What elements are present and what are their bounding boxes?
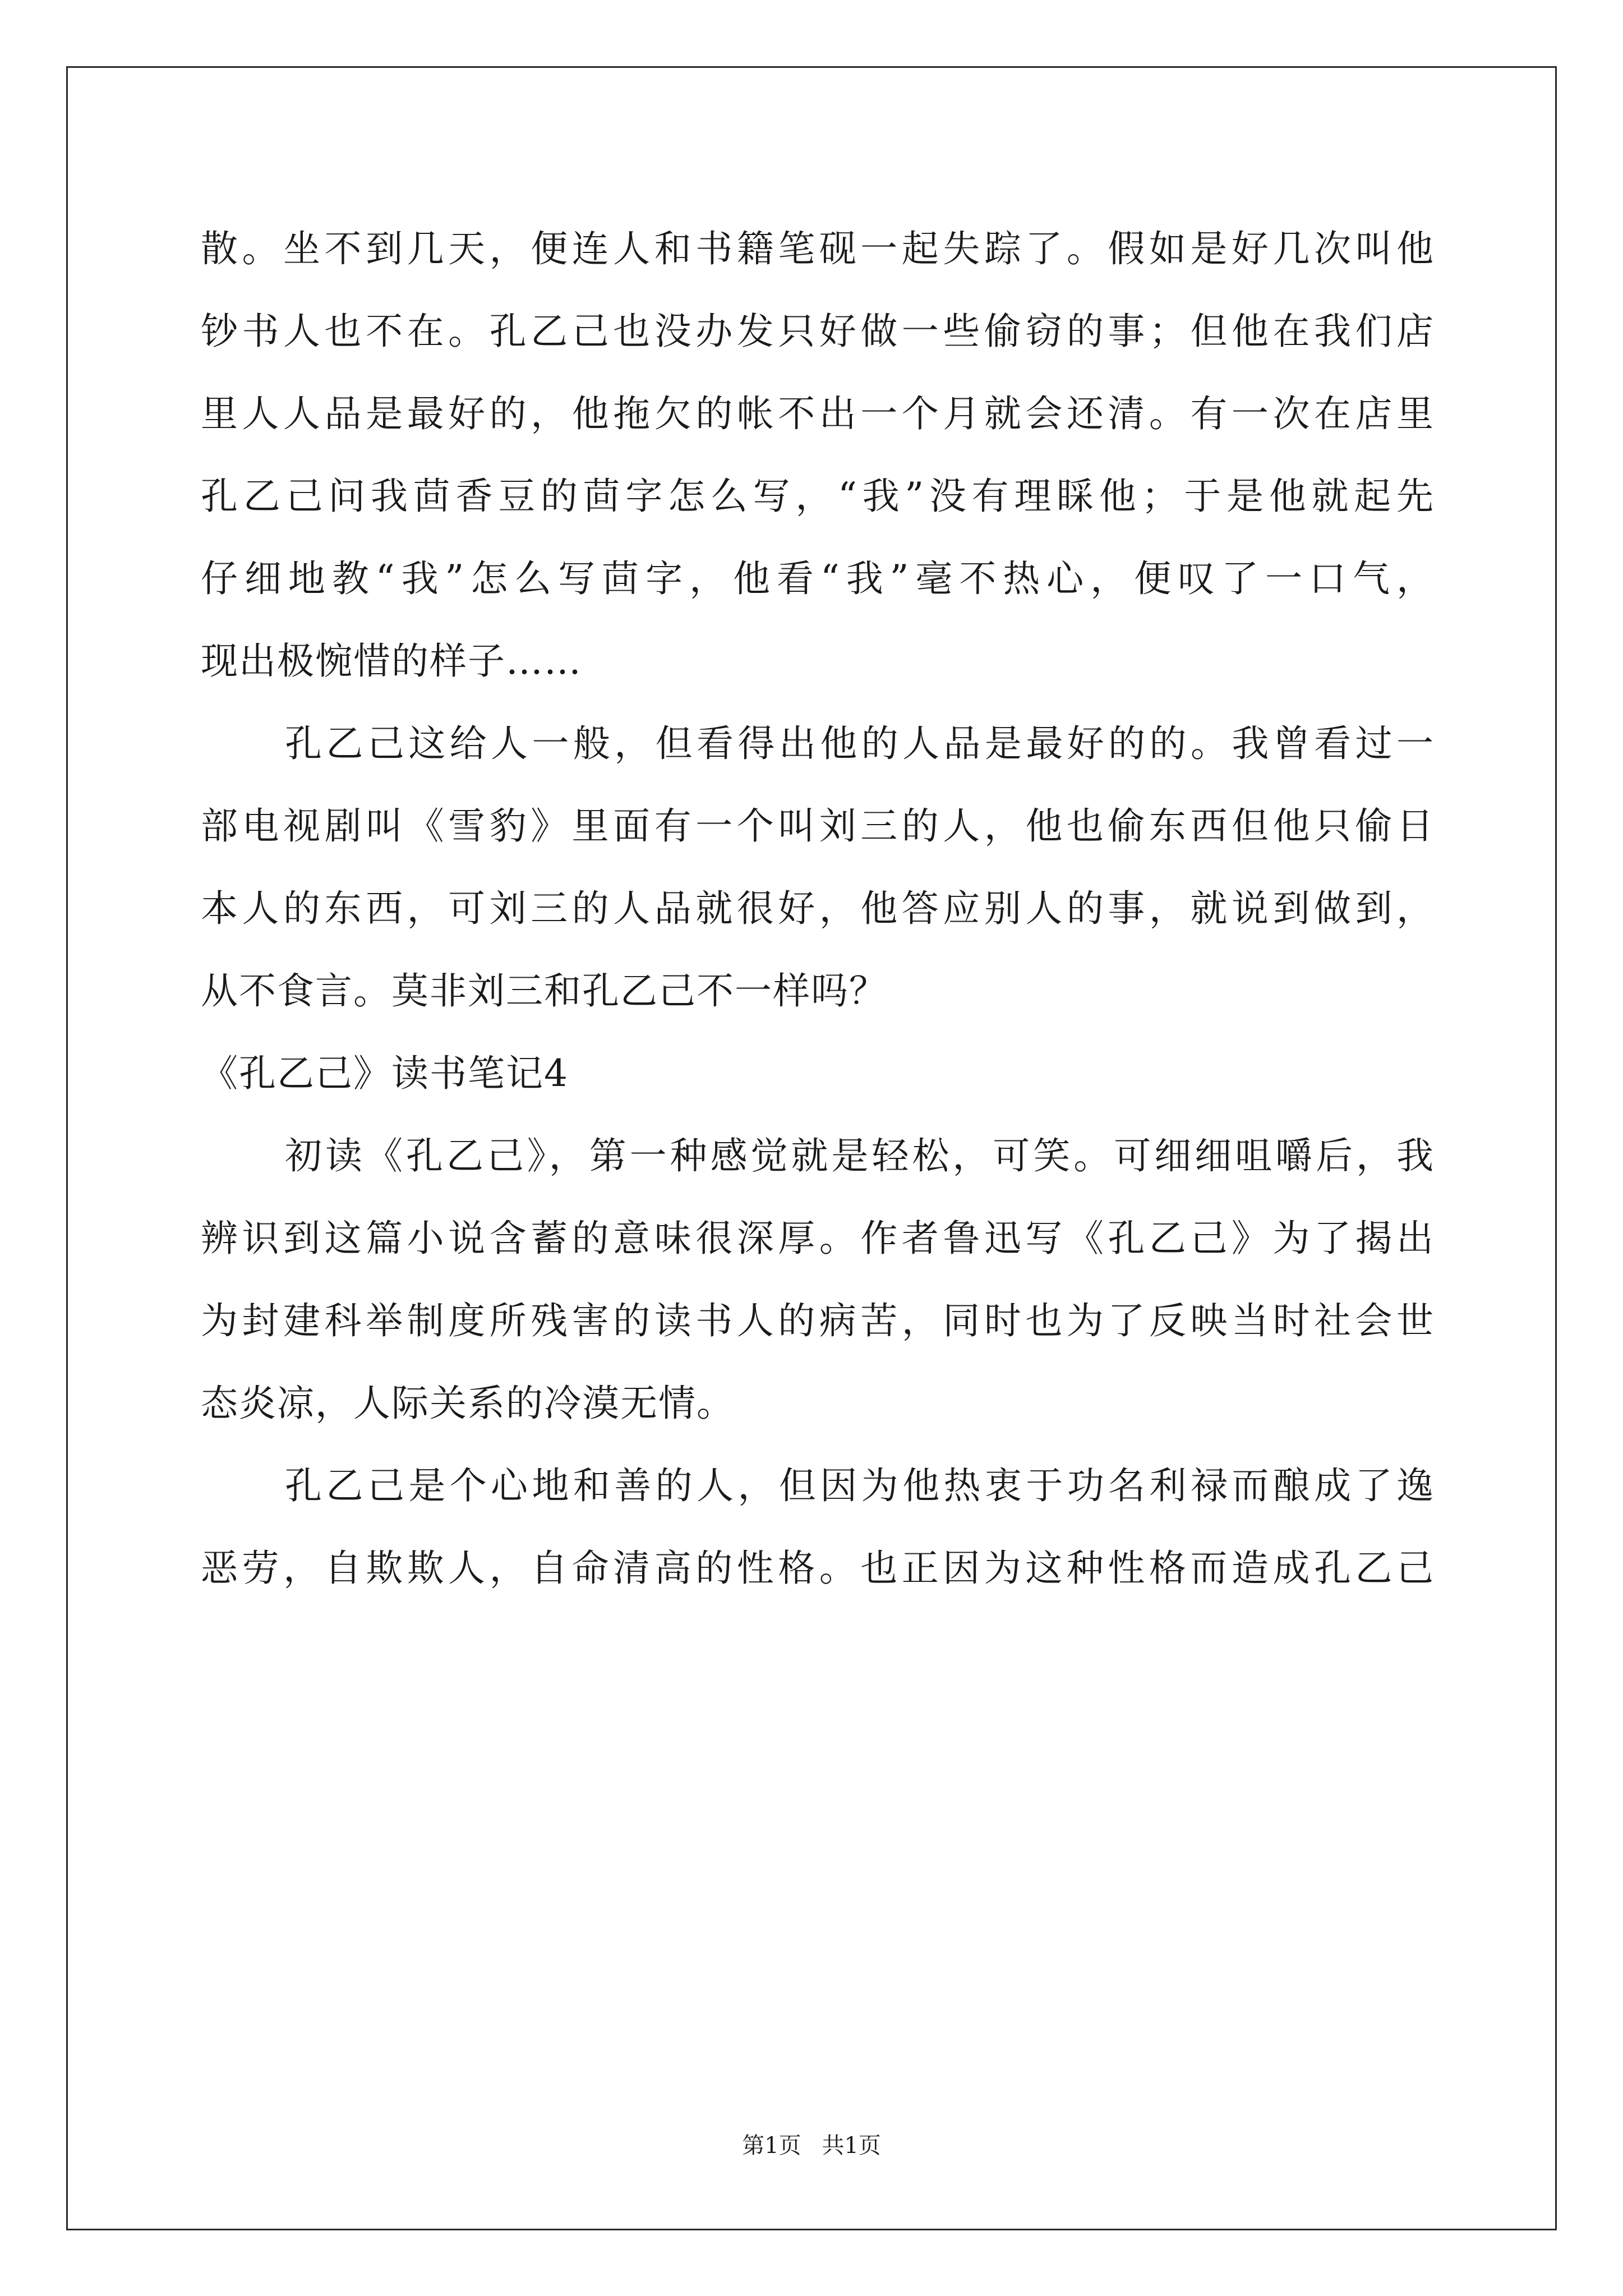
paragraph-first-line: 孔乙己是个心地和善的人，但因为他热衷于功名利禄而酿成了逸	[285, 1464, 1435, 1507]
text-line: 钞书人也不在。孔乙己也没办发只好做一些偷窃的事；但他在我们店	[201, 310, 1435, 353]
text-line: 部电视剧叫《雪豹》里面有一个叫刘三的人，他也偷东西但他只偷日	[201, 804, 1435, 848]
text-line: 态炎凉，人际关系的冷漠无情。	[201, 1382, 735, 1425]
text-line: 散。坐不到几天，便连人和书籍笔砚一起失踪了。假如是好几次叫他	[201, 227, 1435, 270]
document-body	[201, 208, 1435, 1609]
text-line: 里人人品是最好的，他拖欠的帐不出一个月就会还清。有一次在店里	[201, 392, 1435, 435]
page-footer	[0, 2132, 1623, 2160]
text-line: 为封建科举制度所残害的读书人的病苦，同时也为了反映当时社会世	[201, 1299, 1435, 1342]
paragraph-first-line: 初读《孔乙己》，第一种感觉就是轻松，可笑。可细细咀嚼后，我	[285, 1134, 1435, 1177]
section-heading: 《孔乙己》读书笔记4	[201, 1052, 569, 1095]
text-line: 本人的东西，可刘三的人品就很好，他答应别人的事，就说到做到，	[201, 887, 1435, 930]
text-line: 孔乙己问我茴香豆的茴字怎么写，“我”没有理睬他；于是他就起先	[201, 475, 1435, 518]
text-line: 现出极惋惜的样子……	[201, 639, 582, 683]
text-line: 辨识到这篇小说含蓄的意味很深厚。作者鲁迅写《孔乙己》为了揭出	[201, 1217, 1435, 1260]
paragraph-first-line: 孔乙己这给人一般，但看得出他的人品是最好的的。我曾看过一	[285, 722, 1435, 765]
page-number: 第1页	[742, 2133, 801, 2159]
text-line: 仔细地教“我”怎么写茴字，他看“我”毫不热心，便叹了一口气，	[201, 557, 1435, 600]
text-line: 恶劳，自欺欺人，自命清高的性格。也正因为这种性格而造成孔乙己	[201, 1547, 1435, 1590]
text-line: 从不食言。莫非刘三和孔乙己不一样吗？	[201, 969, 887, 1013]
page-total: 共1页	[822, 2133, 881, 2159]
